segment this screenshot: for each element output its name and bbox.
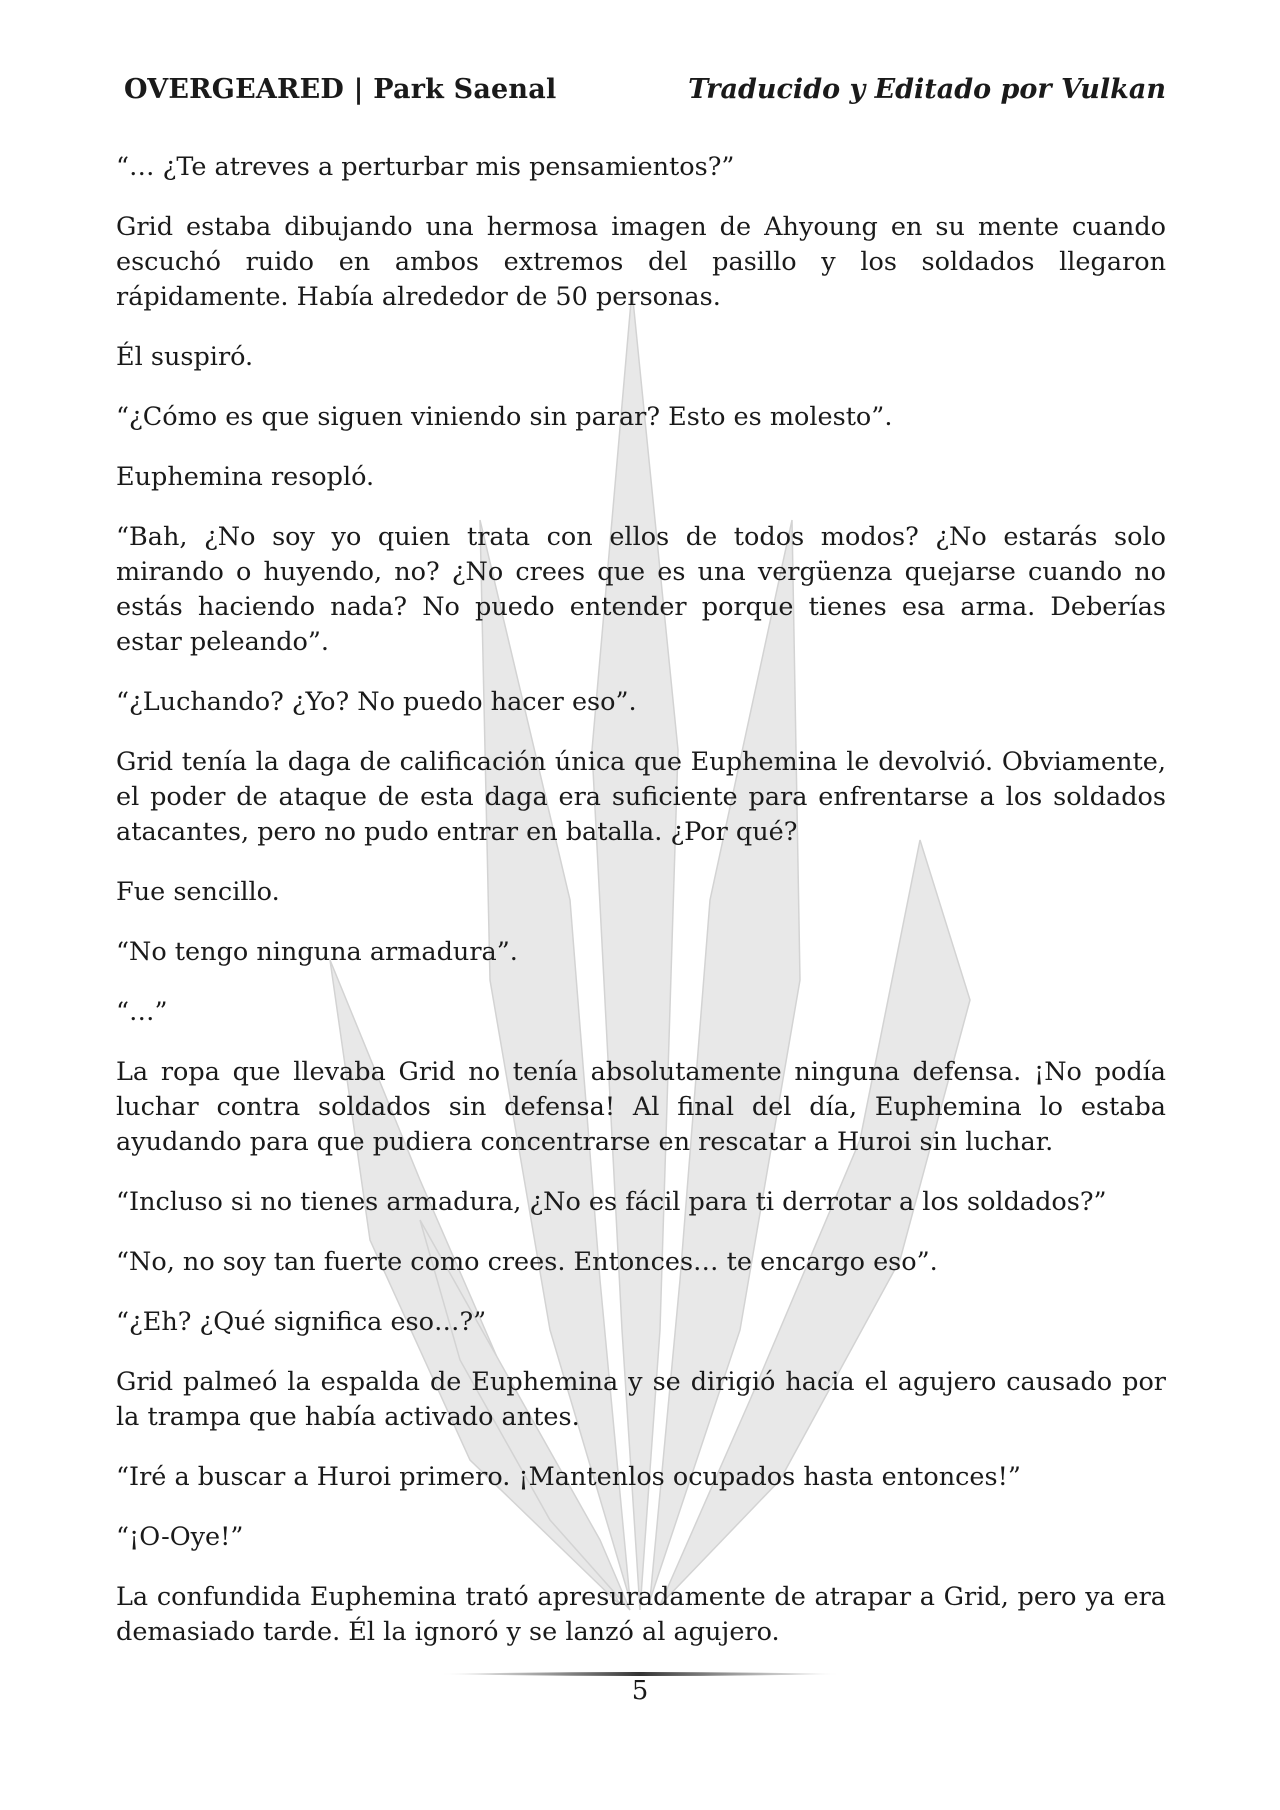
page-header	[124, 74, 1166, 114]
header-translator-credit: Traducido y Editado por Vulkan	[688, 74, 1166, 105]
paragraph: “¡O-Oye!”	[116, 1522, 244, 1552]
paragraph: “No, no soy tan fuerte como crees. Entonces… te encargo eso”.	[116, 1247, 938, 1277]
paragraph: Fue sencillo.	[116, 877, 280, 907]
header-book-title: OVERGEARED | Park Saenal	[124, 74, 557, 105]
paragraph: La confundida Euphemina trató apresuradamente de atrapar a Grid, pero ya era demasiado tarde. Él la ignoró y se lanzó al agujero.	[116, 1582, 1166, 1647]
chapter-body	[116, 150, 1166, 1675]
paragraph: “…”	[116, 997, 168, 1027]
paragraph: La ropa que llevaba Grid no tenía absolutamente ninguna defensa. ¡No podía luchar contra soldados sin defensa! Al final del día, Euphemina lo estaba ayudando para que pudiera concentrarse en rescatar a Huroi sin luchar.	[116, 1057, 1166, 1157]
paragraph: Él suspiró.	[116, 342, 254, 372]
paragraph: “Incluso si no tienes armadura, ¿No es fácil para ti derrotar a los soldados?”	[116, 1187, 1107, 1217]
paragraph: “No tengo ninguna armadura”.	[116, 937, 518, 967]
paragraph: Grid palmeó la espalda de Euphemina y se dirigió hacia el agujero causado por la trampa que había activado antes.	[116, 1367, 1166, 1432]
paragraph: “… ¿Te atreves a perturbar mis pensamientos?”	[116, 152, 735, 182]
paragraph: “Bah, ¿No soy yo quien trata con ellos de todos modos? ¿No estarás solo mirando o huyendo, no? ¿No crees que es una vergüenza quejarse cuando no estás haciendo nada? No puedo entender porque tienes esa arma. Deberías estar peleando”.	[116, 522, 1166, 657]
paragraph: Grid estaba dibujando una hermosa imagen de Ahyoung en su mente cuando escuchó ruido en ambos extremos del pasillo y los soldados llegaron rápidamente. Había alrededor de 50 personas.	[116, 212, 1166, 312]
paragraph: Euphemina resopló.	[116, 462, 375, 492]
page-number: 5	[631, 1676, 649, 1706]
paragraph: “Iré a buscar a Huroi primero. ¡Mantenlos ocupados hasta entonces!”	[116, 1462, 1021, 1492]
paragraph: Grid tenía la daga de calificación única que Euphemina le devolvió. Obviamente, el poder de ataque de esta daga era suficiente para enfrentarse a los soldados atacantes, pero no pudo entrar en batalla. ¿Por qué?	[116, 747, 1166, 847]
paragraph: “¿Cómo es que siguen viniendo sin parar? Esto es molesto”.	[116, 402, 893, 432]
paragraph: “¿Luchando? ¿Yo? No puedo hacer eso”.	[116, 687, 637, 717]
paragraph: “¿Eh? ¿Qué significa eso…?”	[116, 1307, 487, 1337]
